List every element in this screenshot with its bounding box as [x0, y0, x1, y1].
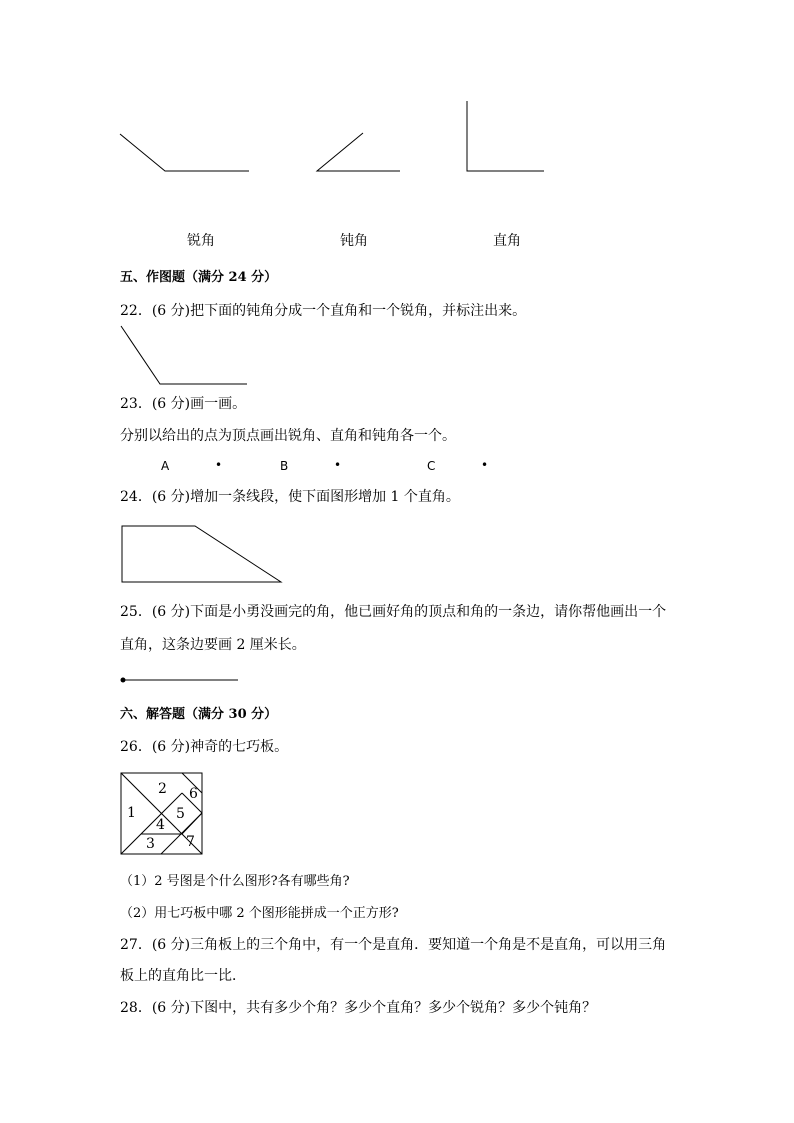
- q23-instruction: 分别以给出的点为顶点画出锐角、直角和钝角各一个。: [120, 428, 456, 444]
- q24-text: 24．(6 分)增加一条线段，使下面图形增加 1 个直角。: [120, 489, 460, 505]
- q26-text: 26．(6 分)神奇的七巧板。: [120, 739, 289, 755]
- q25-line1: 25．(6 分)下面是小勇没画完的角，他已画好角的顶点和角的一条边，请你帮他画出一个: [120, 604, 667, 620]
- tangram-number-3: 3: [146, 836, 155, 852]
- angle-label-acute: 锐角: [187, 233, 215, 249]
- q22-text: 22．(6 分)把下面的钝角分成一个直角和一个锐角，并标注出来。: [120, 303, 527, 319]
- q23-text: 23．(6 分)画一画。: [120, 396, 247, 412]
- q26-sub1: （1）2 号图是个什么图形?各有哪些角?: [120, 874, 350, 889]
- point-dot-b: •: [334, 458, 342, 472]
- angle-label-obtuse: 钝角: [340, 233, 368, 249]
- point-dot-c: •: [481, 458, 489, 472]
- q28-text: 28．(6 分)下图中，共有多少个角？多少个直角？多少个锐角？多少个钝角？: [120, 1000, 597, 1016]
- q25-line2: 直角，这条边要画 2 厘米长。: [120, 637, 306, 653]
- tangram-number-4: 4: [156, 817, 165, 833]
- tangram-number-6: 6: [189, 786, 198, 802]
- angle-label-right: 直角: [493, 233, 521, 249]
- angle-figure-2: [317, 133, 400, 171]
- section5-title: 五、作图题（满分 24 分）: [120, 270, 278, 285]
- point-dot-a: •: [215, 458, 223, 472]
- point-label-c: C: [427, 459, 436, 473]
- q25-vertex-dot: [121, 678, 126, 683]
- q22-obtuse-angle: [121, 326, 247, 384]
- q24-trapezoid: [122, 526, 281, 582]
- angle-figure-1: [120, 134, 249, 171]
- q27-line1: 27．(6 分)三角板上的三个角中，有一个是直角．要知道一个角是不是直角，可以用三角: [120, 937, 667, 953]
- tangram-number-2: 2: [158, 781, 167, 797]
- point-label-b: B: [280, 459, 289, 473]
- tangram-number-1: 1: [127, 805, 136, 821]
- angle-figure-3: [467, 101, 544, 171]
- section6-title: 六、解答题（满分 30 分）: [120, 707, 278, 722]
- q27-line2: 板上的直角比一比．: [120, 968, 246, 984]
- q26-sub2: （2）用七巧板中哪 2 个图形能拼成一个正方形?: [120, 906, 399, 921]
- tangram-number-5: 5: [176, 806, 185, 822]
- point-label-a: A: [161, 459, 170, 473]
- tangram-number-7: 7: [186, 834, 195, 850]
